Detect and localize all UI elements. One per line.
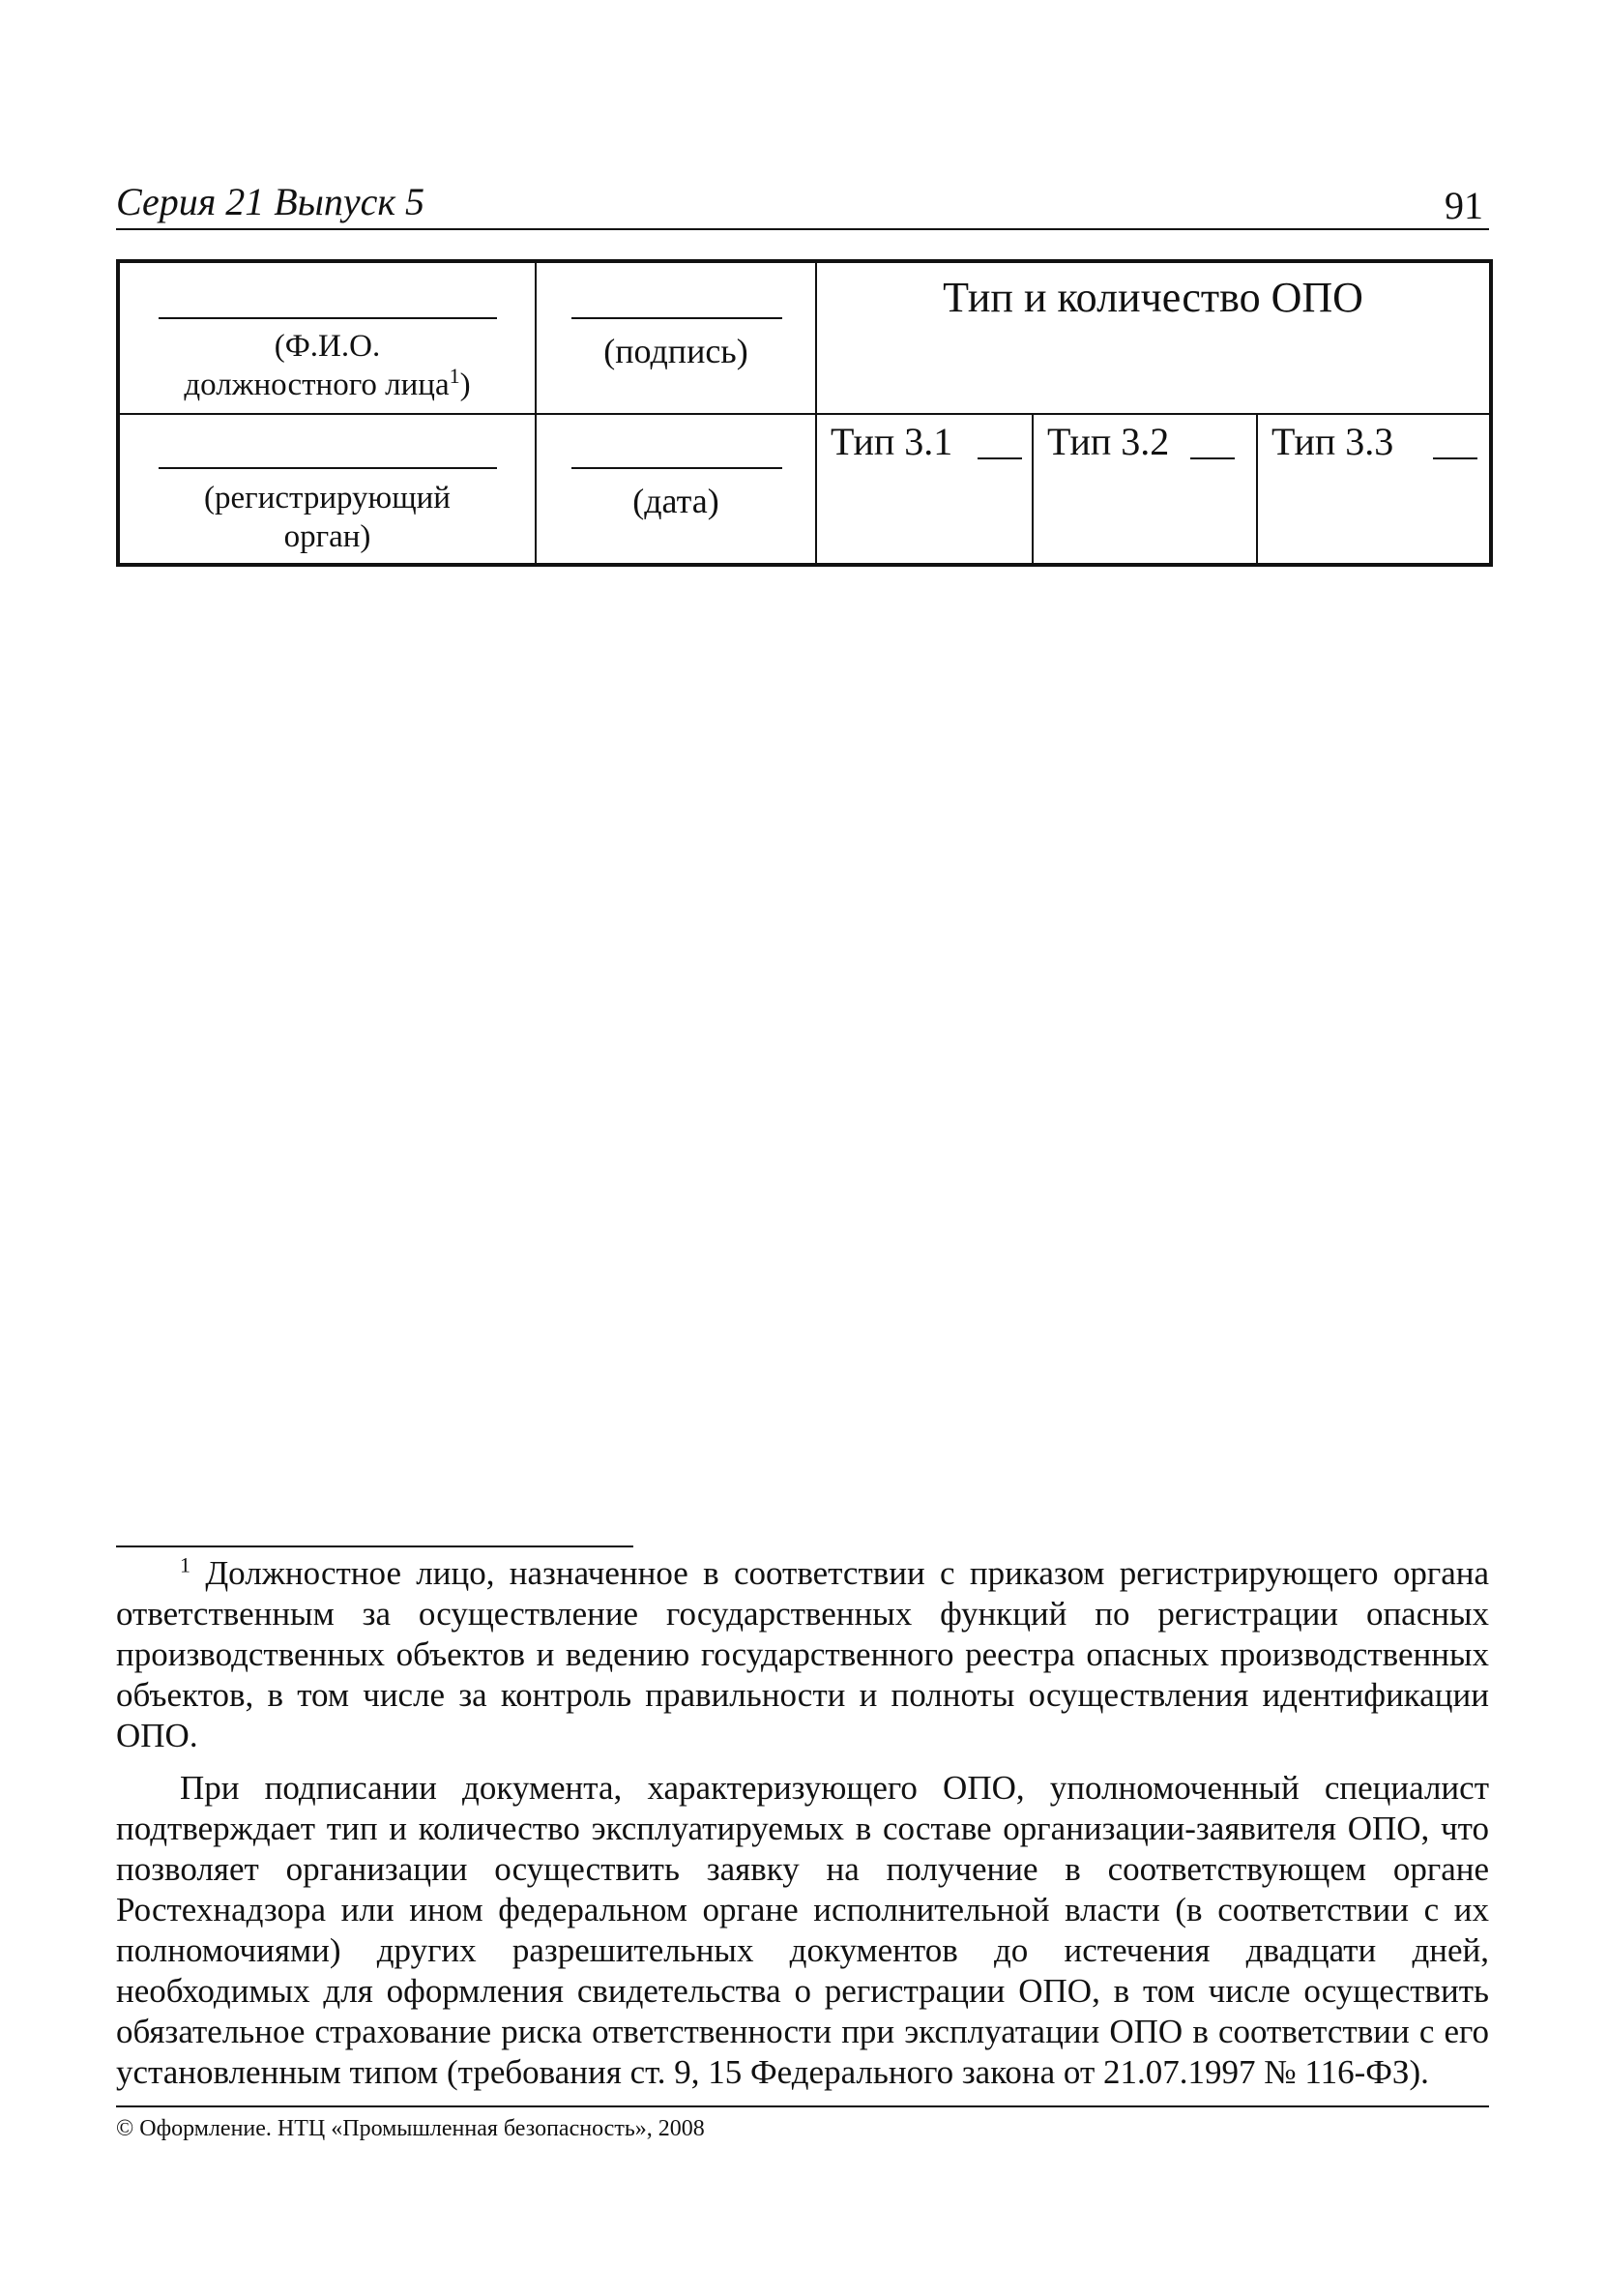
footnote-block (116, 1553, 1489, 2093)
type-3-3-label: Тип 3.3 (1271, 420, 1394, 463)
footnote-text: Должностное лицо, назначенное в соответствии с приказом регистрирующего органа ответственным за осуществление государственных функций по регистрации опасных производственных объектов и ведению государственного реестра опасных производственных объектов, в том числе за контроль правильности и полноты осуществления идентификации ОПО. (116, 1554, 1489, 1754)
fio-caption-text: должностного лица (184, 368, 450, 402)
footnote-separator (116, 1545, 633, 1547)
footnote-ref: 1 (449, 364, 460, 388)
registering-body-line (159, 467, 497, 469)
type-cell-1 (816, 414, 1033, 565)
copyright-notice: © Оформление. НТЦ «Промышленная безопасность», 2008 (116, 2116, 705, 2141)
type-3-1-blank (978, 457, 1022, 459)
date-caption: (дата) (632, 482, 719, 520)
signature-caption: (подпись) (603, 332, 748, 370)
type-cell-3 (1257, 414, 1491, 565)
fio-caption (120, 327, 535, 404)
footnote-mark: 1 (180, 1552, 190, 1577)
fio-cell (118, 261, 536, 414)
footnote-paragraph-2: При подписании документа, характеризующего ОПО, уполномоченный специалист подтверждает тип и количество эксплуатируемых в составе организации-заявителя ОПО, что позволяет организации осуществить заявку на получение в соответствующем органе Ростехнадзора или ином федеральном органе исполнительной власти (в соответствии с их полномочиями) других разрешительных документов до истечения двадцати дней, необходимых для оформления свидетельства о регистрации ОПО, в том числе осуществить обязательное страхование риска ответственности при эксплуатации ОПО в соответствии с его установленным типом (требования ст. 9, 15 Федерального закона от 21.07.1997 № 116-ФЗ). (116, 1769, 1489, 2091)
footnote-paragraph-1 (116, 1553, 1489, 1756)
running-header (116, 180, 1489, 230)
series-title: Серия 21 Выпуск 5 (116, 180, 425, 223)
fio-caption-close: ) (459, 368, 471, 402)
page-number: 91 (1445, 184, 1483, 227)
opo-title: Тип и количество ОПО (943, 274, 1363, 321)
signature-cell (536, 261, 816, 414)
registering-body-caption (120, 479, 535, 556)
type-3-2-blank (1190, 457, 1235, 459)
type-3-2-label: Тип 3.2 (1047, 420, 1170, 463)
registering-caption-line1: (регистрирующий (204, 481, 451, 515)
bottom-separator (116, 2105, 1489, 2107)
type-cell-2 (1033, 414, 1257, 565)
registering-caption-line2: орган) (283, 519, 371, 554)
registering-body-cell (118, 414, 536, 565)
date-cell (536, 414, 816, 565)
opo-title-cell (816, 261, 1491, 414)
fio-caption-line2 (120, 366, 535, 404)
registration-form-table (116, 259, 1493, 567)
signature-line (571, 317, 782, 319)
date-line (571, 467, 782, 469)
fio-signature-line (159, 317, 497, 319)
type-3-3-blank (1433, 457, 1477, 459)
type-3-1-label: Тип 3.1 (831, 420, 953, 463)
fio-caption-line1: (Ф.И.О. (274, 329, 381, 364)
